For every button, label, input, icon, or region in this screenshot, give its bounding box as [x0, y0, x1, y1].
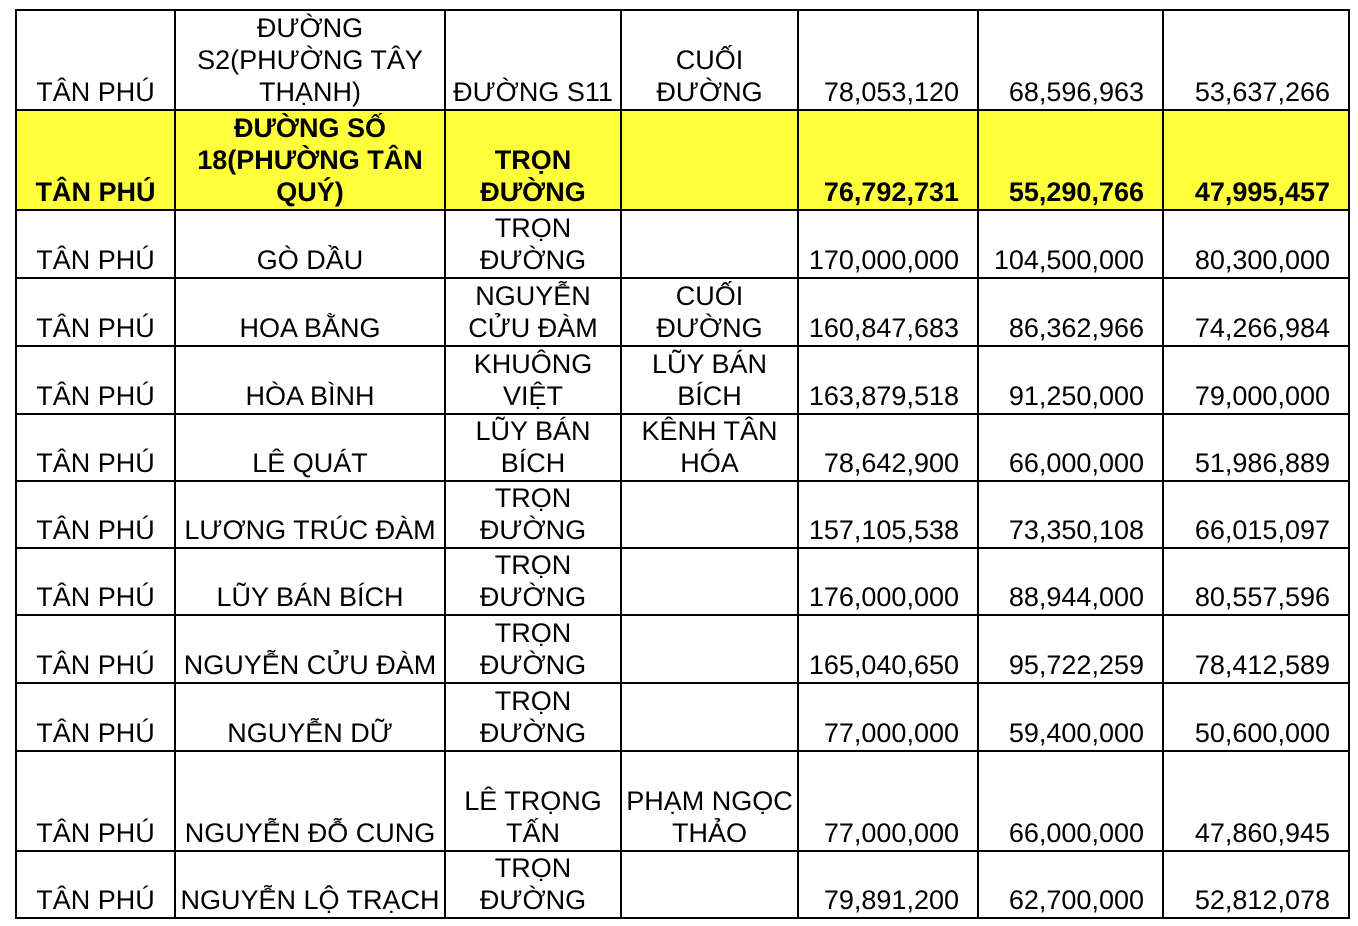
price-3-cell: 53,637,266 — [1163, 10, 1349, 110]
table-row — [16, 346, 1349, 414]
from-cell: TRỌN ĐƯỜNG — [445, 110, 621, 210]
price-1-cell: 176,000,000 — [798, 548, 978, 615]
price-1-cell: 157,105,538 — [798, 481, 978, 548]
table-row — [16, 414, 1349, 481]
street-cell: LŨY BÁN BÍCH — [175, 548, 445, 615]
from-cell: TRỌN ĐƯỜNG — [445, 615, 621, 683]
from-cell: LŨY BÁN BÍCH — [445, 414, 621, 481]
district-cell: TÂN PHÚ — [16, 210, 175, 278]
price-2-cell: 55,290,766 — [978, 110, 1163, 210]
price-3-cell: 47,995,457 — [1163, 110, 1349, 210]
price-1-cell: 160,847,683 — [798, 278, 978, 346]
price-2-cell: 68,596,963 — [978, 10, 1163, 110]
from-cell: TRỌN ĐƯỜNG — [445, 683, 621, 751]
to-cell: KÊNH TÂN HÓA — [621, 414, 798, 481]
street-cell: NGUYỄN ĐỖ CUNG — [175, 751, 445, 851]
table-row — [16, 210, 1349, 278]
price-1-cell: 77,000,000 — [798, 683, 978, 751]
price-2-cell: 91,250,000 — [978, 346, 1163, 414]
street-cell: ĐƯỜNG SỐ 18(PHƯỜNG TÂN QUÝ) — [175, 110, 445, 210]
price-3-cell: 74,266,984 — [1163, 278, 1349, 346]
table-row — [16, 615, 1349, 683]
price-2-cell: 104,500,000 — [978, 210, 1163, 278]
district-cell: TÂN PHÚ — [16, 548, 175, 615]
street-cell: LƯƠNG TRÚC ĐÀM — [175, 481, 445, 548]
from-cell: KHUÔNG VIỆT — [445, 346, 621, 414]
price-3-cell: 80,300,000 — [1163, 210, 1349, 278]
district-cell: TÂN PHÚ — [16, 278, 175, 346]
to-cell: CUỐI ĐƯỜNG — [621, 278, 798, 346]
to-cell — [621, 615, 798, 683]
table-row — [16, 10, 1349, 110]
table-row — [16, 548, 1349, 615]
district-cell: TÂN PHÚ — [16, 414, 175, 481]
price-2-cell: 73,350,108 — [978, 481, 1163, 548]
from-cell: ĐƯỜNG S11 — [445, 10, 621, 110]
district-cell: TÂN PHÚ — [16, 851, 175, 918]
table-row — [16, 751, 1349, 851]
street-cell: ĐƯỜNG S2(PHƯỜNG TÂY THẠNH) — [175, 10, 445, 110]
table-row — [16, 278, 1349, 346]
to-cell — [621, 110, 798, 210]
price-1-cell: 170,000,000 — [798, 210, 978, 278]
price-2-cell: 66,000,000 — [978, 414, 1163, 481]
street-cell: GÒ DẦU — [175, 210, 445, 278]
price-3-cell: 50,600,000 — [1163, 683, 1349, 751]
district-cell: TÂN PHÚ — [16, 615, 175, 683]
price-3-cell: 66,015,097 — [1163, 481, 1349, 548]
price-2-cell: 88,944,000 — [978, 548, 1163, 615]
table-row — [16, 481, 1349, 548]
to-cell — [621, 851, 798, 918]
price-2-cell: 59,400,000 — [978, 683, 1163, 751]
from-cell: LÊ TRỌNG TẤN — [445, 751, 621, 851]
district-cell: TÂN PHÚ — [16, 481, 175, 548]
price-1-cell: 78,053,120 — [798, 10, 978, 110]
price-1-cell: 165,040,650 — [798, 615, 978, 683]
land-price-table — [15, 9, 1350, 919]
to-cell: PHẠM NGỌC THẢO — [621, 751, 798, 851]
from-cell: TRỌN ĐƯỜNG — [445, 481, 621, 548]
price-2-cell: 86,362,966 — [978, 278, 1163, 346]
table-row — [16, 683, 1349, 751]
price-2-cell: 66,000,000 — [978, 751, 1163, 851]
price-3-cell: 51,986,889 — [1163, 414, 1349, 481]
district-cell: TÂN PHÚ — [16, 10, 175, 110]
to-cell — [621, 210, 798, 278]
district-cell: TÂN PHÚ — [16, 110, 175, 210]
price-3-cell: 47,860,945 — [1163, 751, 1349, 851]
from-cell: NGUYỄN CỬU ĐÀM — [445, 278, 621, 346]
district-cell: TÂN PHÚ — [16, 346, 175, 414]
price-2-cell: 62,700,000 — [978, 851, 1163, 918]
price-1-cell: 76,792,731 — [798, 110, 978, 210]
street-cell: HÒA BÌNH — [175, 346, 445, 414]
table-row — [16, 851, 1349, 918]
street-cell: NGUYỄN CỬU ĐÀM — [175, 615, 445, 683]
price-1-cell: 79,891,200 — [798, 851, 978, 918]
to-cell — [621, 481, 798, 548]
from-cell: TRỌN ĐƯỜNG — [445, 210, 621, 278]
from-cell: TRỌN ĐƯỜNG — [445, 548, 621, 615]
price-3-cell: 79,000,000 — [1163, 346, 1349, 414]
table-body — [16, 10, 1349, 918]
to-cell — [621, 683, 798, 751]
price-2-cell: 95,722,259 — [978, 615, 1163, 683]
to-cell — [621, 548, 798, 615]
street-cell: LÊ QUÁT — [175, 414, 445, 481]
district-cell: TÂN PHÚ — [16, 751, 175, 851]
to-cell: CUỐI ĐƯỜNG — [621, 10, 798, 110]
price-1-cell: 163,879,518 — [798, 346, 978, 414]
street-cell: NGUYỄN DỮ — [175, 683, 445, 751]
price-3-cell: 80,557,596 — [1163, 548, 1349, 615]
table-row-highlighted — [16, 110, 1349, 210]
price-3-cell: 78,412,589 — [1163, 615, 1349, 683]
district-cell: TÂN PHÚ — [16, 683, 175, 751]
street-cell: NGUYỄN LỘ TRẠCH — [175, 851, 445, 918]
price-3-cell: 52,812,078 — [1163, 851, 1349, 918]
to-cell: LŨY BÁN BÍCH — [621, 346, 798, 414]
price-1-cell: 78,642,900 — [798, 414, 978, 481]
street-cell: HOA BẰNG — [175, 278, 445, 346]
price-1-cell: 77,000,000 — [798, 751, 978, 851]
from-cell: TRỌN ĐƯỜNG — [445, 851, 621, 918]
